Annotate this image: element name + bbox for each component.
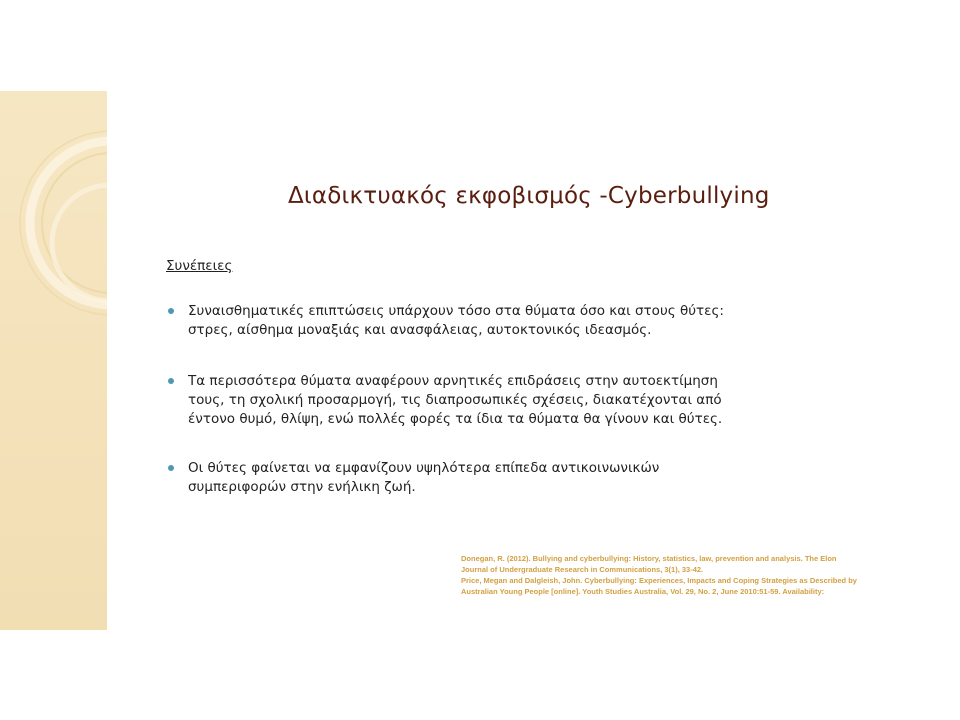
bullet-line: στρες, αίσθημα μοναξιάς και ανασφάλειας, αυτοκτονικός ιδεασμός. [188, 322, 652, 338]
bullet-item [166, 372, 846, 429]
reference-line: Journal of Undergraduate Research in Communications, 3(1), 33-42. [461, 565, 704, 574]
decorative-rings-graphic [0, 91, 107, 630]
bullet-item [166, 459, 846, 497]
bullet-line: Τα περισσότερα θύματα αναφέρουν αρνητικές επιδράσεις στην αυτοεκτίμηση [188, 373, 718, 389]
reference-line: Australian Young People [online]. Youth Studies Australia, Vol. 29, No. 2, June 2010:51-59. Availability: [461, 587, 825, 596]
bullet-list [166, 302, 846, 530]
decorative-side-panel [0, 91, 107, 630]
reference-line: Price, Megan and Dalgleish, John. Cyberbullying: Experiences, Impacts and Coping Strategies as Described by [461, 576, 857, 585]
section-heading: Συνέπειες [166, 258, 233, 274]
bullet-line: Οι θύτες φαίνεται να εμφανίζουν υψηλότερα επίπεδα αντικοινωνικών [188, 460, 660, 476]
bullet-line: Συναισθηματικές επιπτώσεις υπάρχουν τόσο στα θύματα όσο και στους θύτες: [188, 303, 724, 319]
slide-title: Διαδικτυακός εκφοβισμός -Cyberbullying [288, 183, 770, 209]
bullet-line: συμπεριφορών στην ενήλικη ζωή. [188, 479, 416, 495]
references-block [461, 553, 931, 597]
bullet-line: τους, τη σχολική προσαρμογή, τις διαπροσωπικές σχέσεις, διακατέχονται από [188, 392, 722, 408]
reference-line: Donegan, R. (2012). Bullying and cyberbullying: History, statistics, law, prevention and analysis. The Elon [461, 554, 837, 563]
bullet-line: έντονο θυμό, θλίψη, ενώ πολλές φορές τα ίδια τα θύματα θα γίνουν και θύτες. [188, 411, 723, 427]
bullet-item [166, 302, 846, 340]
